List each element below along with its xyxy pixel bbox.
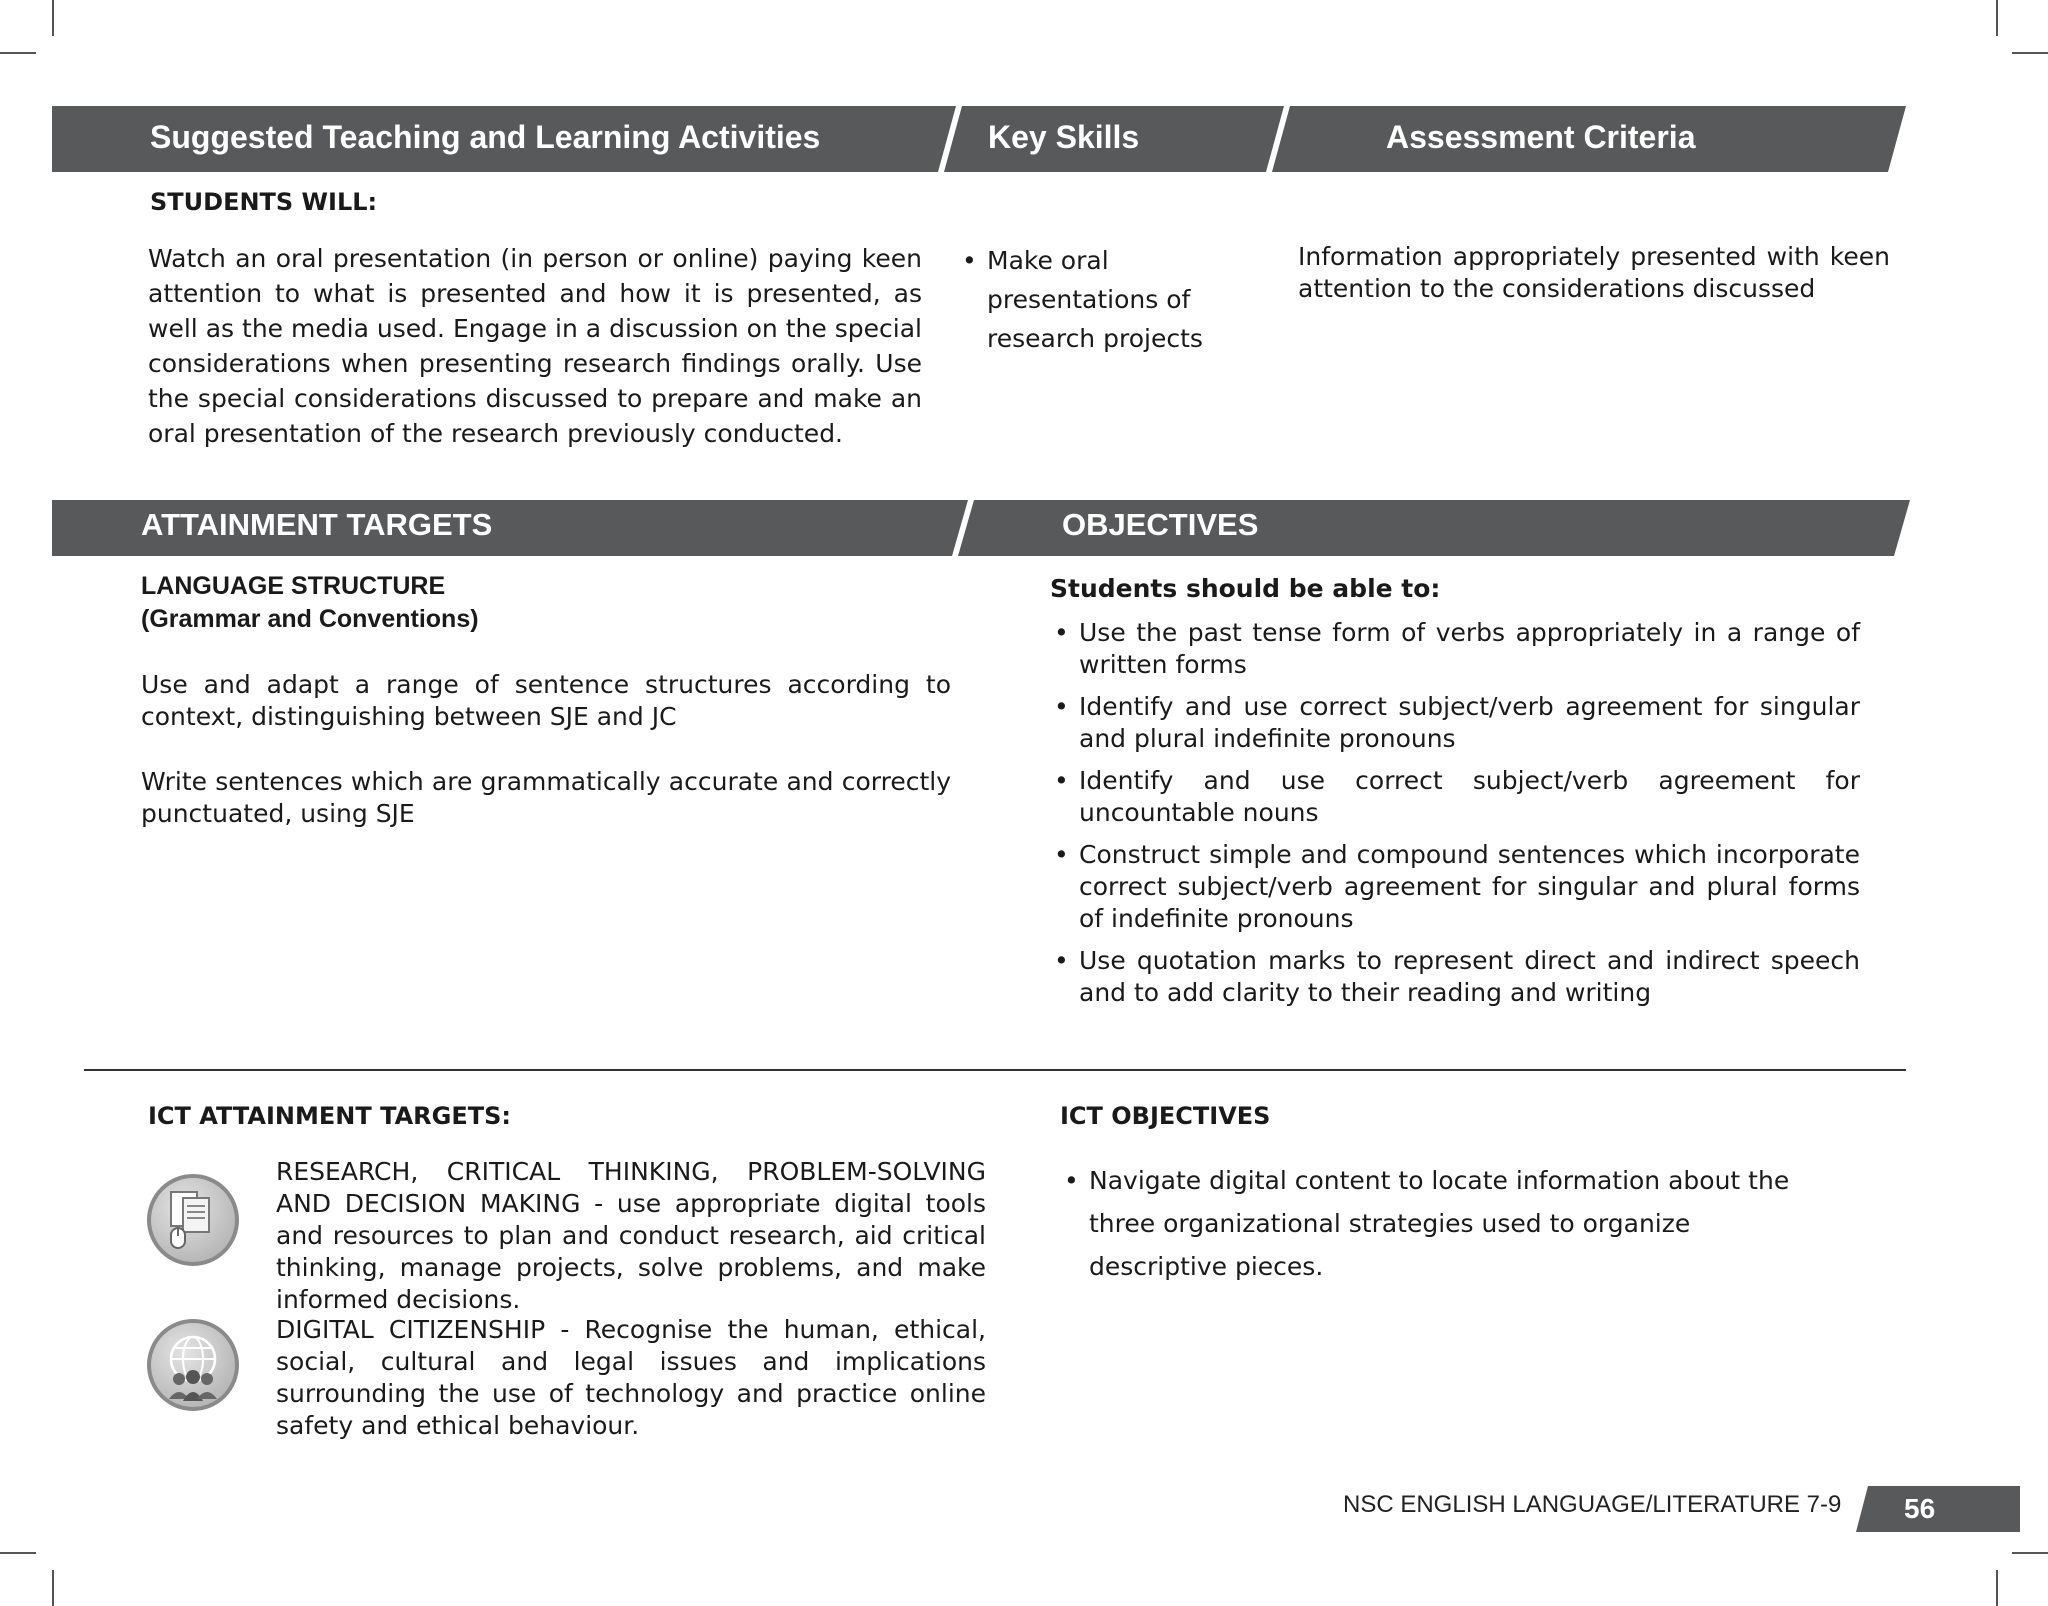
ict-objectives-list: [1060, 1159, 1820, 1288]
students-will-label: STUDENTS WILL:: [150, 188, 378, 216]
objective-item: • Identify and use correct subject/verb agreement for singular and plural indefinite pronouns: [1050, 691, 1860, 755]
objectives-heading: OBJECTIVES: [1062, 507, 1259, 542]
key-skills-heading: Key Skills: [988, 119, 1140, 155]
activities-text: Watch an oral presentation (in person or online) paying keen attention to what is presented and how it is presented, as well as the media used. Engage in a discussion on the special considerations when presenting research findings orally. Use the special considerations discussed to prepare and make an oral presentation of the research previously conducted.: [148, 244, 922, 448]
page-number: 56: [1904, 1493, 1936, 1524]
crop-mark: [1996, 1570, 1998, 1606]
ict-objectives-title: ICT OBJECTIVES: [1060, 1102, 1271, 1130]
activities-heading: Suggested Teaching and Learning Activities: [150, 119, 821, 155]
ict-objective-item: • Navigate digital content to locate information about the three organizational strategies used to organize descriptive pieces.: [1060, 1159, 1820, 1288]
ict-targets-title: ICT ATTAINMENT TARGETS:: [148, 1102, 511, 1130]
research-icon: [147, 1174, 239, 1266]
key-skills-list: [958, 241, 1258, 358]
key-skill-item: • Make oral presentations of research projects: [958, 241, 1258, 358]
objectives-lead: Students should be able to:: [1050, 574, 1441, 603]
digital-citizenship-icon: [147, 1319, 239, 1411]
assessment-text: Information appropriately presented with keen attention to the considerations discussed: [1298, 242, 1890, 303]
objectives-list: [1050, 617, 1860, 1009]
footer-title: NSC ENGLISH LANGUAGE/LITERATURE 7-9: [1343, 1491, 1842, 1518]
page-number-tab: [1856, 1486, 2024, 1534]
ict-target-research: RESEARCH, CRITICAL THINKING, PROBLEM-SOLVING AND DECISION MAKING - use appropriate digital tools and resources to plan and conduct research, aid critical thinking, manage projects, solve problems, and make informed decisions.: [276, 1157, 986, 1314]
section-divider: [84, 1069, 1906, 1071]
crop-mark: [2012, 1552, 2048, 1554]
objective-item: • Use the past tense form of verbs appropriately in a range of written forms: [1050, 617, 1860, 681]
language-structure-subtitle: (Grammar and Conventions): [141, 605, 479, 633]
language-structure-title: LANGUAGE STRUCTURE: [141, 572, 446, 600]
objective-item: • Construct simple and compound sentences which incorporate correct subject/verb agreement for singular and plural forms of indefinite pronouns: [1050, 839, 1860, 935]
attainment-paragraph: Write sentences which are grammatically accurate and correctly punctuated, using SJE: [141, 767, 951, 828]
attainment-paragraph: Use and adapt a range of sentence structures according to context, distinguishing between SJE and JC: [141, 670, 951, 731]
ict-target-digital-citizenship: DIGITAL CITIZENSHIP - Recognise the human, ethical, social, cultural and legal issues and implications surrounding the use of technology and practice online safety and ethical behaviour.: [276, 1315, 986, 1440]
assessment-heading: Assessment Criteria: [1386, 119, 1696, 155]
crop-mark: [0, 1552, 36, 1554]
objective-item: • Use quotation marks to represent direct and indirect speech and to add clarity to their reading and writing: [1050, 945, 1860, 1009]
objective-item: • Identify and use correct subject/verb agreement for uncountable nouns: [1050, 765, 1860, 829]
attainment-targets-heading: ATTAINMENT TARGETS: [141, 507, 493, 542]
crop-mark: [52, 1570, 54, 1606]
